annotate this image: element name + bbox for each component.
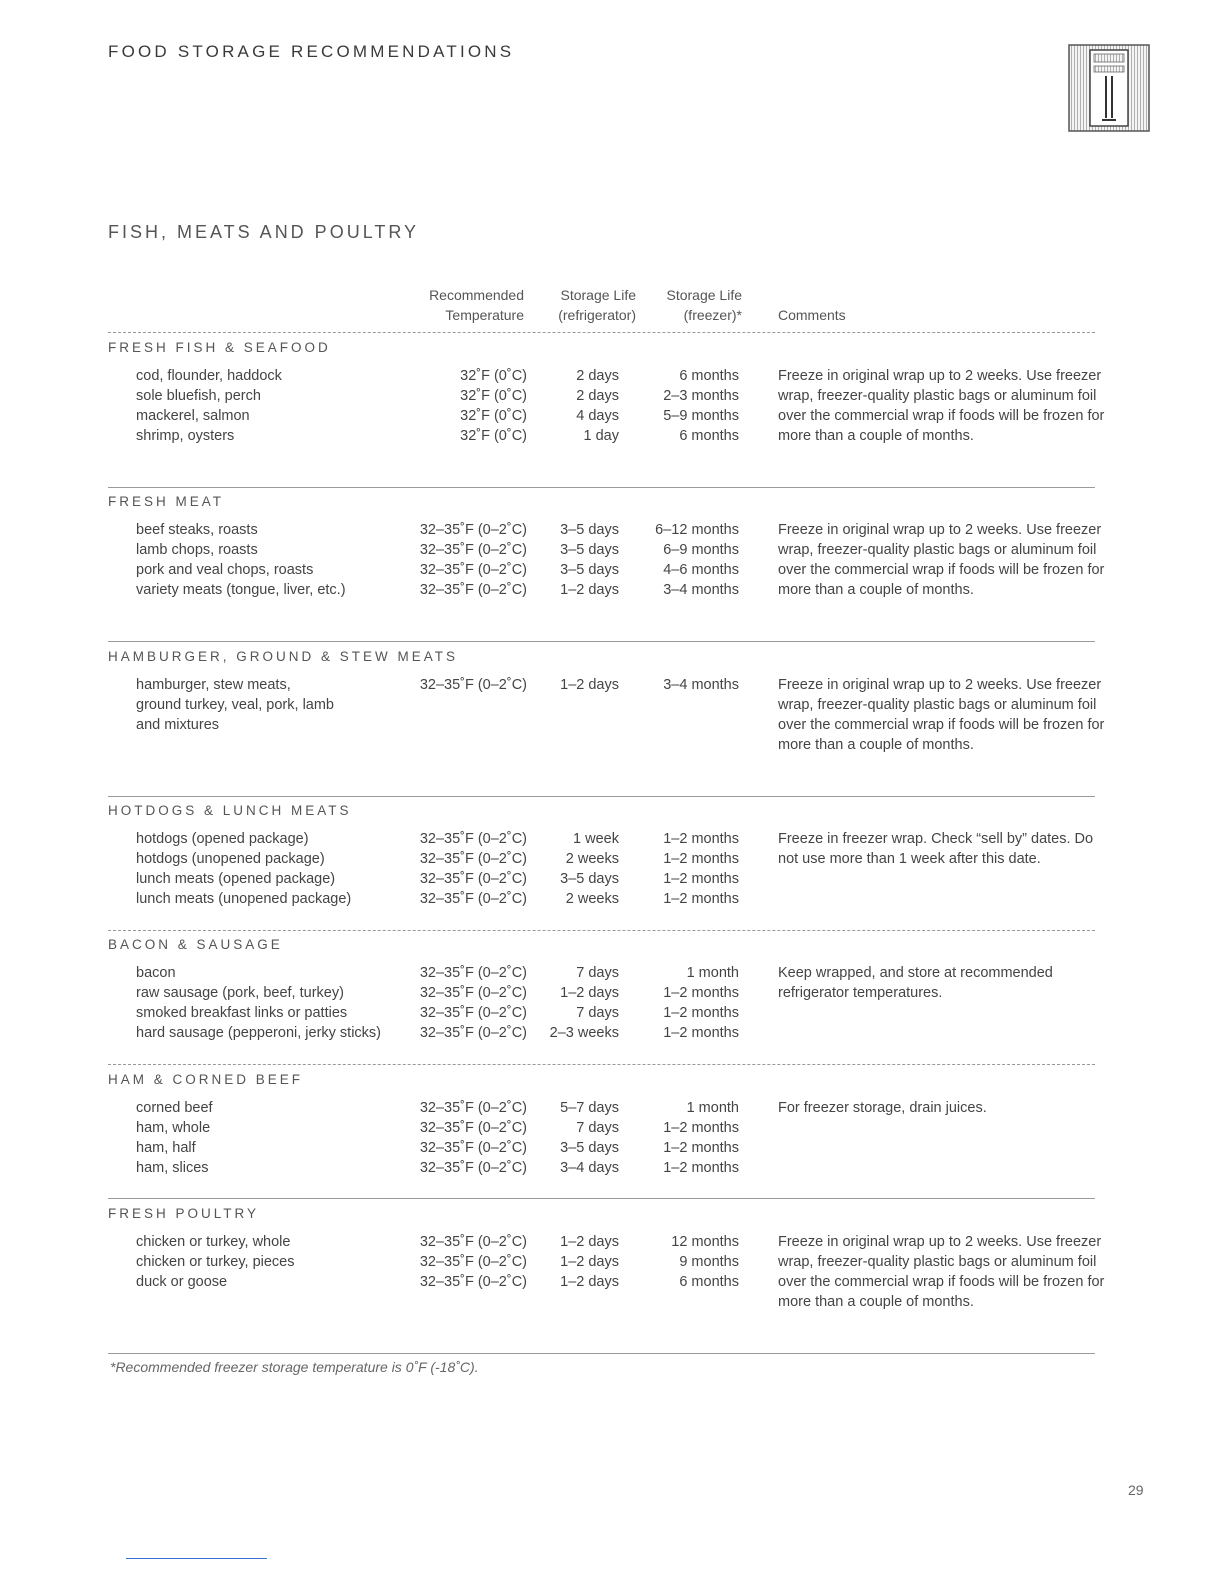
refrigerator-life-cell: 2 weeks bbox=[565, 851, 619, 867]
freezer-life-cell: 1–2 months bbox=[663, 871, 739, 887]
food-cell: shrimp, oysters bbox=[136, 428, 235, 444]
temperature-cell: 32–35˚F (0–2˚C) bbox=[419, 562, 527, 578]
freezer-life-cell: 1–2 months bbox=[663, 1120, 739, 1136]
food-cell: beef steaks, roasts bbox=[136, 522, 258, 538]
refrigerator-life-cell: 1–2 days bbox=[560, 1254, 619, 1270]
food-cell: sole bluefish, perch bbox=[136, 388, 261, 404]
column-header-freezer: Storage Life (freezer)* bbox=[666, 287, 742, 323]
freezer-life-cell: 3–4 months bbox=[663, 677, 739, 693]
food-cell: lunch meats (opened package) bbox=[136, 871, 336, 887]
temperature-cell: 32–35˚F (0–2˚C) bbox=[419, 1254, 527, 1270]
column-header-refrigerator: Storage Life (refrigerator) bbox=[558, 287, 636, 323]
table-row bbox=[0, 1023, 1224, 1043]
group-title: FRESH FISH & SEAFOOD bbox=[108, 340, 331, 355]
group-comment: Freeze in original wrap up to 2 weeks. Use freezer wrap, freezer-quality plastic bags or aluminum foil over the commercial wrap if foods will be frozen for more than a couple of months. bbox=[778, 368, 1105, 444]
refrigerator-life-cell: 2–3 weeks bbox=[549, 1025, 619, 1041]
freezer-life-cell: 1–2 months bbox=[663, 851, 739, 867]
freezer-life-cell: 2–3 months bbox=[663, 388, 739, 404]
refrigerator-life-cell: 3–5 days bbox=[560, 562, 619, 578]
refrigerator-life-cell: 7 days bbox=[576, 1120, 619, 1136]
temperature-cell: 32–35˚F (0–2˚C) bbox=[419, 871, 527, 887]
bottom-link-line bbox=[126, 1558, 267, 1559]
temperature-cell: 32˚F (0˚C) bbox=[460, 388, 527, 404]
group-divider bbox=[108, 1353, 1095, 1354]
temperature-cell: 32–35˚F (0–2˚C) bbox=[419, 1160, 527, 1176]
temperature-cell: 32–35˚F (0–2˚C) bbox=[419, 965, 527, 981]
temperature-cell: 32–35˚F (0–2˚C) bbox=[419, 1234, 527, 1250]
food-cell: and mixtures bbox=[136, 717, 220, 733]
refrigerator-life-cell: 4 days bbox=[576, 408, 619, 424]
temperature-cell: 32˚F (0˚C) bbox=[460, 368, 527, 384]
temperature-cell: 32–35˚F (0–2˚C) bbox=[419, 1120, 527, 1136]
section-title: FISH, MEATS AND POULTRY bbox=[108, 222, 420, 242]
temperature-cell: 32–35˚F (0–2˚C) bbox=[419, 891, 527, 907]
food-cell: mackerel, salmon bbox=[136, 408, 250, 424]
refrigerator-life-cell: 5–7 days bbox=[560, 1100, 619, 1116]
temperature-cell: 32–35˚F (0–2˚C) bbox=[419, 985, 527, 1001]
table-row bbox=[0, 1158, 1224, 1178]
column-header-comments: Comments bbox=[778, 307, 846, 323]
food-cell: ham, half bbox=[136, 1140, 196, 1156]
page-number: 29 bbox=[1128, 1482, 1144, 1498]
group-comment: For freezer storage, drain juices. bbox=[778, 1100, 987, 1116]
table-row bbox=[0, 869, 1224, 889]
group-divider bbox=[108, 930, 1095, 931]
group-divider bbox=[108, 641, 1095, 642]
freezer-life-cell: 3–4 months bbox=[663, 582, 739, 598]
group-comment: Keep wrapped, and store at recommended refrigerator temperatures. bbox=[778, 965, 1053, 1001]
table-row bbox=[0, 889, 1224, 909]
freezer-life-cell: 6 months bbox=[679, 368, 739, 384]
food-cell: variety meats (tongue, liver, etc.) bbox=[136, 582, 346, 598]
temperature-cell: 32–35˚F (0–2˚C) bbox=[419, 1100, 527, 1116]
food-cell: hotdogs (unopened package) bbox=[136, 851, 325, 867]
group-comment: Freeze in original wrap up to 2 weeks. Use freezer wrap, freezer-quality plastic bags or aluminum foil over the commercial wrap if foods will be frozen for more than a couple of months. bbox=[778, 677, 1105, 753]
freezer-life-cell: 5–9 months bbox=[663, 408, 739, 424]
group-title: BACON & SAUSAGE bbox=[108, 937, 283, 952]
freezer-life-cell: 1 month bbox=[686, 1100, 739, 1116]
group-title: HAM & CORNED BEEF bbox=[108, 1072, 304, 1087]
freezer-life-cell: 1–2 months bbox=[663, 1005, 739, 1021]
footnote: *Recommended freezer storage temperature is 0˚F (-18˚C). bbox=[110, 1359, 479, 1375]
header-divider bbox=[108, 332, 1095, 333]
freezer-life-cell: 6 months bbox=[679, 428, 739, 444]
refrigerator-life-cell: 3–5 days bbox=[560, 1140, 619, 1156]
freezer-life-cell: 1 month bbox=[686, 965, 739, 981]
food-cell: chicken or turkey, whole bbox=[136, 1234, 291, 1250]
temperature-cell: 32–35˚F (0–2˚C) bbox=[419, 522, 527, 538]
food-cell: corned beef bbox=[136, 1100, 213, 1116]
freezer-life-cell: 4–6 months bbox=[663, 562, 739, 578]
temperature-cell: 32–35˚F (0–2˚C) bbox=[419, 1005, 527, 1021]
temperature-cell: 32–35˚F (0–2˚C) bbox=[419, 542, 527, 558]
group-comment: Freeze in original wrap up to 2 weeks. Use freezer wrap, freezer-quality plastic bags or aluminum foil over the commercial wrap if foods will be frozen for more than a couple of months. bbox=[778, 522, 1105, 598]
food-cell: lamb chops, roasts bbox=[136, 542, 258, 558]
refrigerator-life-cell: 1–2 days bbox=[560, 1234, 619, 1250]
food-cell: raw sausage (pork, beef, turkey) bbox=[136, 985, 344, 1001]
temperature-cell: 32–35˚F (0–2˚C) bbox=[419, 582, 527, 598]
freezer-life-cell: 1–2 months bbox=[663, 1140, 739, 1156]
food-cell: pork and veal chops, roasts bbox=[136, 562, 314, 578]
temperature-cell: 32–35˚F (0–2˚C) bbox=[419, 1025, 527, 1041]
group-title: HOTDOGS & LUNCH MEATS bbox=[108, 803, 352, 818]
freezer-life-cell: 1–2 months bbox=[663, 1025, 739, 1041]
food-cell: hard sausage (pepperoni, jerky sticks) bbox=[136, 1025, 382, 1041]
freezer-life-cell: 6–12 months bbox=[655, 522, 739, 538]
group-divider bbox=[108, 796, 1095, 797]
group-title: HAMBURGER, GROUND & STEW MEATS bbox=[108, 649, 459, 664]
refrigerator-life-cell: 3–5 days bbox=[560, 871, 619, 887]
food-cell: ham, whole bbox=[136, 1120, 211, 1136]
group-comment: Freeze in freezer wrap. Check “sell by” dates. Do not use more than 1 week after this date. bbox=[778, 831, 1094, 867]
table-row bbox=[0, 1003, 1224, 1023]
temperature-cell: 32–35˚F (0–2˚C) bbox=[419, 677, 527, 693]
freezer-life-cell: 1–2 months bbox=[663, 891, 739, 907]
refrigerator-life-cell: 1 week bbox=[573, 831, 619, 847]
temperature-cell: 32–35˚F (0–2˚C) bbox=[419, 1140, 527, 1156]
temperature-cell: 32–35˚F (0–2˚C) bbox=[419, 831, 527, 847]
group-divider bbox=[108, 487, 1095, 488]
refrigerator-life-cell: 7 days bbox=[576, 1005, 619, 1021]
refrigerator-life-cell: 7 days bbox=[576, 965, 619, 981]
freezer-life-cell: 1–2 months bbox=[663, 985, 739, 1001]
refrigerator-life-cell: 1–2 days bbox=[560, 1274, 619, 1290]
food-cell: chicken or turkey, pieces bbox=[136, 1254, 295, 1270]
refrigerator-life-cell: 1–2 days bbox=[560, 677, 619, 693]
refrigerator-life-cell: 2 days bbox=[576, 388, 619, 404]
food-cell: cod, flounder, haddock bbox=[136, 368, 282, 384]
group-title: FRESH MEAT bbox=[108, 494, 225, 509]
temperature-cell: 32–35˚F (0–2˚C) bbox=[419, 851, 527, 867]
refrigerator-life-cell: 3–5 days bbox=[560, 542, 619, 558]
food-cell: lunch meats (unopened package) bbox=[136, 891, 352, 907]
freezer-life-cell: 1–2 months bbox=[663, 1160, 739, 1176]
table-row bbox=[0, 1138, 1224, 1158]
refrigerator-life-cell: 2 weeks bbox=[565, 891, 619, 907]
refrigerator-life-cell: 3–4 days bbox=[560, 1160, 619, 1176]
food-cell: smoked breakfast links or patties bbox=[136, 1005, 348, 1021]
refrigerator-life-cell: 1–2 days bbox=[560, 985, 619, 1001]
food-cell: ground turkey, veal, pork, lamb bbox=[136, 697, 334, 713]
food-cell: hamburger, stew meats, bbox=[136, 677, 291, 693]
page-header: FOOD STORAGE RECOMMENDATIONS bbox=[108, 42, 515, 61]
freezer-life-cell: 9 months bbox=[679, 1254, 739, 1270]
refrigerator-life-cell: 1–2 days bbox=[560, 582, 619, 598]
food-cell: ham, slices bbox=[136, 1160, 209, 1176]
freezer-life-cell: 1–2 months bbox=[663, 831, 739, 847]
food-cell: hotdogs (opened package) bbox=[136, 831, 309, 847]
freezer-life-cell: 6–9 months bbox=[663, 542, 739, 558]
group-divider bbox=[108, 1064, 1095, 1065]
temperature-cell: 32–35˚F (0–2˚C) bbox=[419, 1274, 527, 1290]
column-header-temperature: Recommended Temperature bbox=[429, 287, 524, 323]
refrigerator-life-cell: 3–5 days bbox=[560, 522, 619, 538]
freezer-life-cell: 6 months bbox=[679, 1274, 739, 1290]
group-divider bbox=[108, 1198, 1095, 1199]
food-cell: bacon bbox=[136, 965, 176, 981]
freezer-life-cell: 12 months bbox=[671, 1234, 739, 1250]
food-cell: duck or goose bbox=[136, 1274, 228, 1290]
refrigerator-icon bbox=[1068, 44, 1150, 132]
temperature-cell: 32˚F (0˚C) bbox=[460, 408, 527, 424]
table-row bbox=[0, 1118, 1224, 1138]
refrigerator-life-cell: 1 day bbox=[583, 428, 619, 444]
group-title: FRESH POULTRY bbox=[108, 1206, 260, 1221]
group-comment: Freeze in original wrap up to 2 weeks. Use freezer wrap, freezer-quality plastic bags or aluminum foil over the commercial wrap if foods will be frozen for more than a couple of months. bbox=[778, 1234, 1105, 1310]
temperature-cell: 32˚F (0˚C) bbox=[460, 428, 527, 444]
refrigerator-life-cell: 2 days bbox=[576, 368, 619, 384]
